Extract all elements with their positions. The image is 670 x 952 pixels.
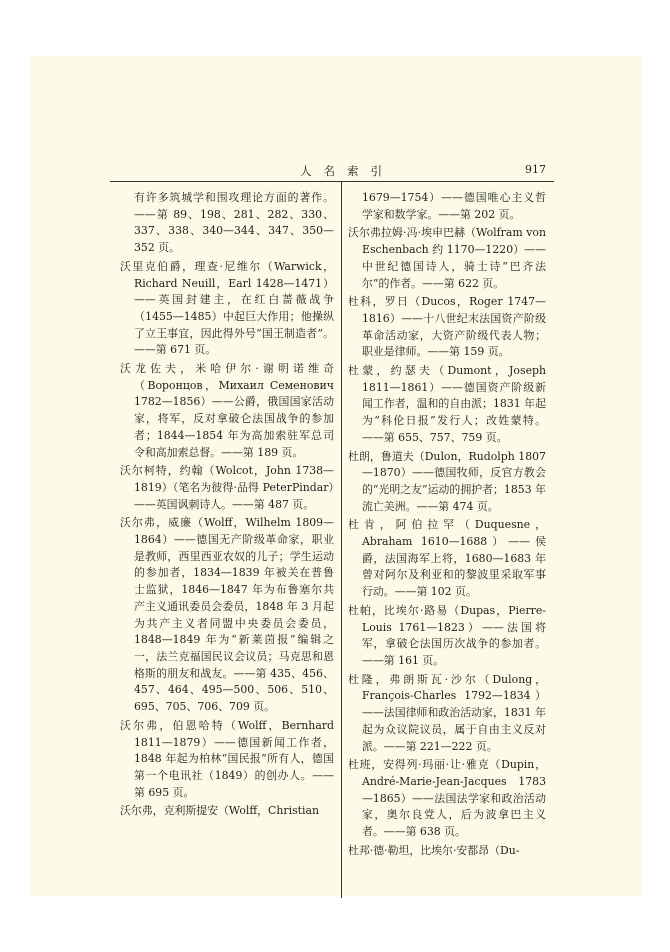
index-entry: 杜蒙，约瑟夫（Dumont，Joseph 1811—1861）——德国资产阶级新闻工作者，温和的自由派；1831 年起为“科伦日报”发行人；改姓蒙特。——第 655、757、759 页。 <box>348 364 546 444</box>
index-entry: 杜肯，阿伯拉罕（Duquesne，Abraham 1610—1688）——侯爵，法国海军上将，1680—1683 年曾对阿尔及利亚和的黎波里采取军事行动。——第 102 页。 <box>348 518 546 599</box>
index-entry: 沃龙佐夫，米哈伊尔·谢明诺维奇（Воронцов，Михаил Семенович 1782—1856）——公爵，俄国国家活动家，将军，反对拿破仑法国战争的参加者；1844—1854 年为高加索驻军总司令和高加索总督。——第 189 页。 <box>120 362 334 459</box>
index-entry: 有许多筑城学和围攻理论方面的著作。——第 89、198、281、282、330、337、338、340—344、347、350—352 页。 <box>134 191 334 255</box>
index-entry: 沃尔柯特，约翰（Wolcot，John 1738—1819）（笔名为彼得·品得 PeterPindar）——英国讽刺诗人。——第 487 页。 <box>120 464 334 511</box>
index-entry: 杜科，罗日（Ducos，Roger 1747—1816）——十八世纪末法国资产阶级革命活动家，大资产阶级代表人物；职业是律师。——第 159 页。 <box>348 295 546 359</box>
index-entry: 沃尔弗，威廉（Wolff，Wilhelm 1809—1864）——德国无产阶级革命家，职业是教师，西里西亚农奴的儿子；学生运动的参加者，1834—1839 年被关在普鲁士监狱，1846—1847 年为布鲁塞尔共产主义通讯委员会委员，1848 年 3 月起为共产主义者同盟中央委员会委员，1848—1849 年为“新莱茵报”编辑之一，法兰克福国民议会议员；马克思和恩格斯的朋友和战友。——第 435、456、457、464、495—500、506、510、695、705、706、709 页。 <box>120 516 334 714</box>
index-entry: 沃里克伯爵，理查·尼维尔（Warwick，Richard Neuill，Earl 1428—1471）——英国封建主，在红白蔷薇战争（1455—1485）中起巨大作用；他操纵了立王事宜，因此得外号“国王制造者”。——第 671 页。 <box>120 259 334 357</box>
index-entry: 杜邦·德·勒坦，比埃尔·安都昂（Du- <box>348 843 520 857</box>
index-entry: 杜班，安得列·玛丽·让·雅克（Dupin，André-Marie-Jean-Jacques 1783—1865）——法国法学家和政治活动家，奥尔良党人，后为波拿巴主义者。——第 638 页。 <box>348 758 546 839</box>
index-entry: 杜帕，比埃尔·路易（Dupas，Pierre-Louis 1761—1823）——法国将军，拿破仑法国历次战争的参加者。——第 161 页。 <box>348 603 546 667</box>
index-entry: 沃尔弗，伯恩哈特（Wolff，Bernhard 1811—1879）——德国新闻工作者，1848 年起为柏林“国民报”所有人，德国第一个电讯社（1849）的创办人。——第 695 页。 <box>120 718 334 799</box>
index-entry: 沃尔弗，克利斯提安（Wolff，Christian <box>120 804 320 818</box>
index-entry: 沃尔弗拉姆·冯·埃申巴赫（Wolfram von Eschenbach 约 1170—1220）——中世纪德国诗人，骑士诗“巴齐法尔”的作者。——第 622 页。 <box>348 226 546 290</box>
column-divider <box>341 182 342 898</box>
header-rule <box>110 181 554 182</box>
left-column <box>120 190 334 822</box>
index-entry: 1679—1754）——德国唯心主义哲学家和数学家。——第 202 页。 <box>362 191 546 221</box>
page-number: 917 <box>525 163 546 176</box>
running-header <box>110 161 554 179</box>
index-entry: 杜朗，鲁道夫（Dulon，Rudolph 1807—1870）——德国牧师，反官方教会的“光明之友”运动的拥护者；1853 年流亡美洲。——第 474 页。 <box>348 449 546 513</box>
right-column <box>348 190 546 861</box>
header-title: 人名索引 <box>300 164 394 178</box>
index-entry: 杜隆，弗朗斯瓦·沙尔（Dulong，François-Charles 1792—1834）——法国律师和政治活动家，1831 年起为众议院议员，属于自由主义反对派。——第 221—222 页。 <box>348 672 546 753</box>
